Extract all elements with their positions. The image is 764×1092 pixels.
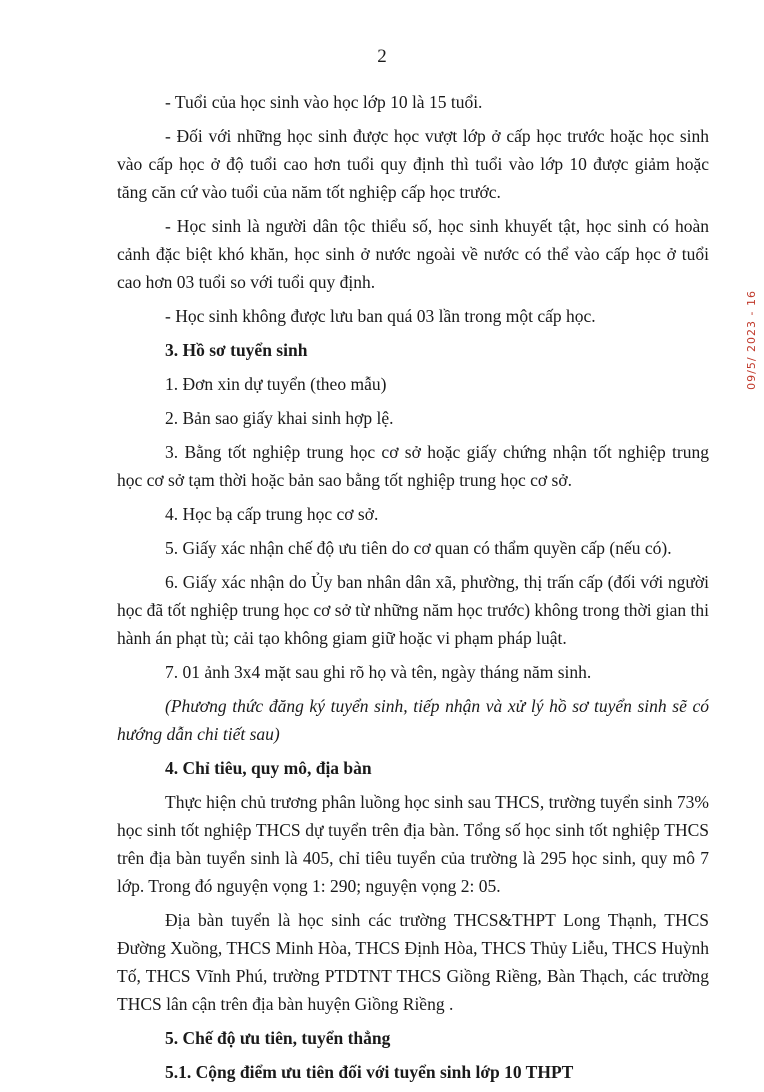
body-paragraph: 6. Giấy xác nhận do Ủy ban nhân dân xã, phường, thị trấn cấp (đối với người học đã tốt nghiệp trung học cơ sở từ những năm học trước) không trong thời gian thi hành án phạt tù; cải tạo không giam giữ hoặc vi phạm pháp luật.: [117, 572, 709, 648]
body-paragraph: - Học sinh không được lưu ban quá 03 lần trong một cấp học.: [165, 306, 596, 326]
section-heading: 5. Chế độ ưu tiên, tuyển thẳng: [165, 1028, 391, 1048]
body-paragraph: 3. Bằng tốt nghiệp trung học cơ sở hoặc giấy chứng nhận tốt nghiệp trung học cơ sở tạm thời hoặc bản sao bằng tốt nghiệp trung học cơ sở.: [117, 442, 709, 490]
body-paragraph: - Đối với những học sinh được học vượt lớp ở cấp học trước hoặc học sinh vào cấp học ở độ tuổi cao hơn tuổi quy định thì tuổi vào lớp 10 được giảm hoặc tăng căn cứ vào tuổi của năm tốt nghiệp cấp học trước.: [117, 126, 709, 202]
body-paragraph: 4. Học bạ cấp trung học cơ sở.: [165, 504, 379, 524]
body-paragraph: 2. Bản sao giấy khai sinh hợp lệ.: [165, 408, 394, 428]
section-heading: 4. Chỉ tiêu, quy mô, địa bàn: [165, 758, 372, 778]
page-number: 2: [377, 46, 387, 67]
body-paragraph: 5. Giấy xác nhận chế độ ưu tiên do cơ quan có thẩm quyền cấp (nếu có).: [165, 538, 672, 558]
body-paragraph: - Tuổi của học sinh vào học lớp 10 là 15 tuổi.: [165, 92, 483, 112]
body-paragraph: - Học sinh là người dân tộc thiểu số, học sinh khuyết tật, học sinh có hoàn cảnh đặc biệt khó khăn, học sinh ở nước ngoài về nước có thể vào cấp học ở tuổi cao hơn 03 tuổi so với tuổi quy định.: [117, 216, 709, 292]
received-stamp: 09/5/ 2023 - 16: [745, 290, 758, 390]
section-heading: 5.1. Cộng điểm ưu tiên đối với tuyển sinh lớp 10 THPT: [165, 1062, 574, 1082]
body-paragraph: 1. Đơn xin dự tuyển (theo mẫu): [165, 374, 387, 394]
section-heading: 3. Hồ sơ tuyển sinh: [165, 340, 308, 360]
body-paragraph: Thực hiện chủ trương phân luồng học sinh sau THCS, trường tuyển sinh 73% học sinh tốt nghiệp THCS dự tuyển trên địa bàn. Tổng số học sinh tốt nghiệp THCS trên địa bàn tuyển sinh là 405, chỉ tiêu tuyển của trường là 295 học sinh, quy mô 7 lớp. Trong đó nguyện vọng 1: 290; nguyện vọng 2: 05.: [117, 792, 709, 896]
body-paragraph: 7. 01 ảnh 3x4 mặt sau ghi rõ họ và tên, ngày tháng năm sinh.: [165, 662, 592, 682]
document-body: [117, 88, 709, 1092]
body-paragraph: Địa bàn tuyển là học sinh các trường THCS&THPT Long Thạnh, THCS Đường Xuồng, THCS Minh Hòa, THCS Định Hòa, THCS Thủy Liễu, THCS Huỳnh Tố, THCS Vĩnh Phú, trường PTDTNT THCS Giồng Riềng, Bàn Thạch, các trường THCS lân cận trên địa bàn huyện Giồng Riềng .: [117, 910, 709, 1014]
italic-note: (Phương thức đăng ký tuyển sinh, tiếp nhận và xử lý hồ sơ tuyển sinh sẽ có hướng dẫn chi tiết sau): [117, 696, 709, 744]
